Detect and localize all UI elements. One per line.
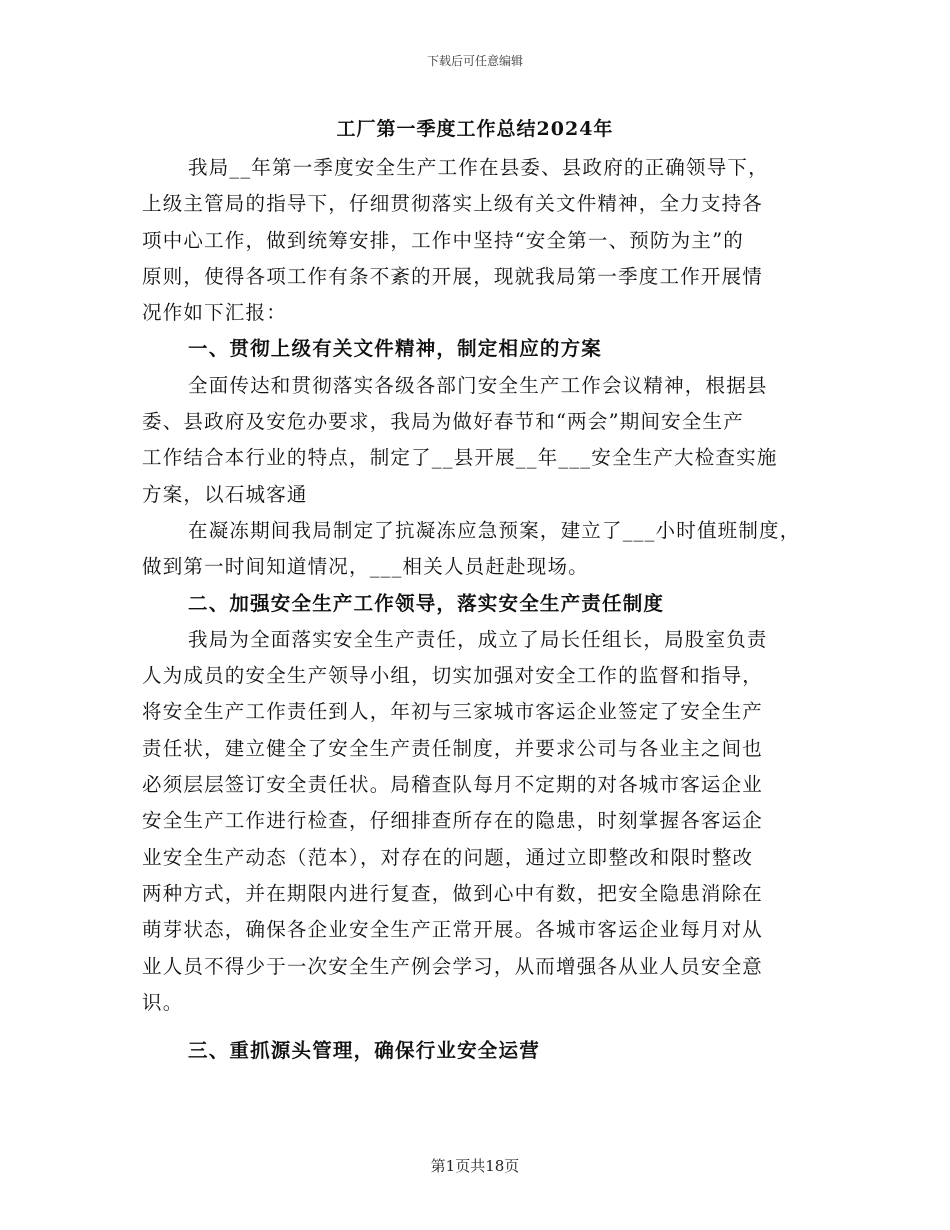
paragraph-line: 业安全生产动态（范本），对存在的问题，通过立即整改和限时整改 [142,845,754,869]
paragraph-line: 人为成员的安全生产领导小组，切实加强对安全工作的监督和指导， [142,664,764,688]
paragraph-line: 萌芽状态，确保各企业安全生产正常开展。各城市客运企业每月对从 [142,918,764,942]
paragraph-line: 做到第一时间知道情况，___相关人员赶赴现场。 [142,555,589,579]
page-number: 第1页共18页 [430,1157,520,1175]
paragraph-line: 上级主管局的指导下，仔细贯彻落实上级有关文件精神，全力支持各 [142,192,764,216]
section-heading-1: 一、贯彻上级有关文件精神，制定相应的方案 [188,337,603,361]
paragraph-line: 在凝冻期间我局制定了抗凝冻应急预案，建立了___小时值班制度， [188,518,801,542]
paragraph-line: 委、县政府及安危办要求，我局为做好春节和“两会”期间安全生产 [142,410,744,434]
paragraph-line: 将安全生产工作责任到人，年初与三家城市客运企业签定了安全生产 [142,700,764,724]
paragraph-line: 全面传达和贯彻落实各级各部门安全生产工作会议精神，根据县 [188,373,768,397]
section-heading-2: 二、加强安全生产工作领导，落实安全生产责任制度 [188,591,665,615]
paragraph-line: 况作如下汇报： [142,301,287,325]
document-body [142,150,822,1069]
paragraph-line: 工作结合本行业的特点，制定了__县开展__年___安全生产大检查实施 [142,446,778,470]
paragraph-line: 原则，使得各项工作有条不紊的开展，现就我局第一季度工作开展情 [142,264,764,288]
section-heading-3: 三、重抓源头管理，确保行业安全运营 [188,1039,540,1063]
paragraph-line: 业人员不得少于一次安全生产例会学习，从而增强各从业人员安全意 [142,954,764,978]
paragraph-line: 方案，以石城客通 [142,482,308,506]
paragraph-line: 我局__年第一季度安全生产工作在县委、县政府的正确领导下， [188,156,769,179]
document-title: 工厂第一季度工作总结2024年 [336,118,614,140]
paragraph-line: 两种方式，并在期限内进行复查，做到心中有数，把安全隐患消除在 [142,881,764,905]
paragraph-line: 项中心工作，做到统筹安排，工作中坚持“安全第一、预防为主”的 [142,228,744,252]
header-note: 下载后可任意编辑 [426,54,523,68]
paragraph-line: 识。 [142,990,184,1014]
paragraph-line: 我局为全面落实安全生产责任，成立了局长任组长，局股室负责 [188,627,768,651]
paragraph-line: 必须层层签订安全责任状。局稽查队每月不定期的对各城市客运企业 [142,773,764,797]
paragraph-line: 安全生产工作进行检查，仔细排查所存在的隐患，时刻掌握各客运企 [142,809,764,833]
paragraph-line: 责任状，建立健全了安全生产责任制度，并要求公司与各业主之间也 [142,736,764,760]
spacer [142,1021,822,1033]
